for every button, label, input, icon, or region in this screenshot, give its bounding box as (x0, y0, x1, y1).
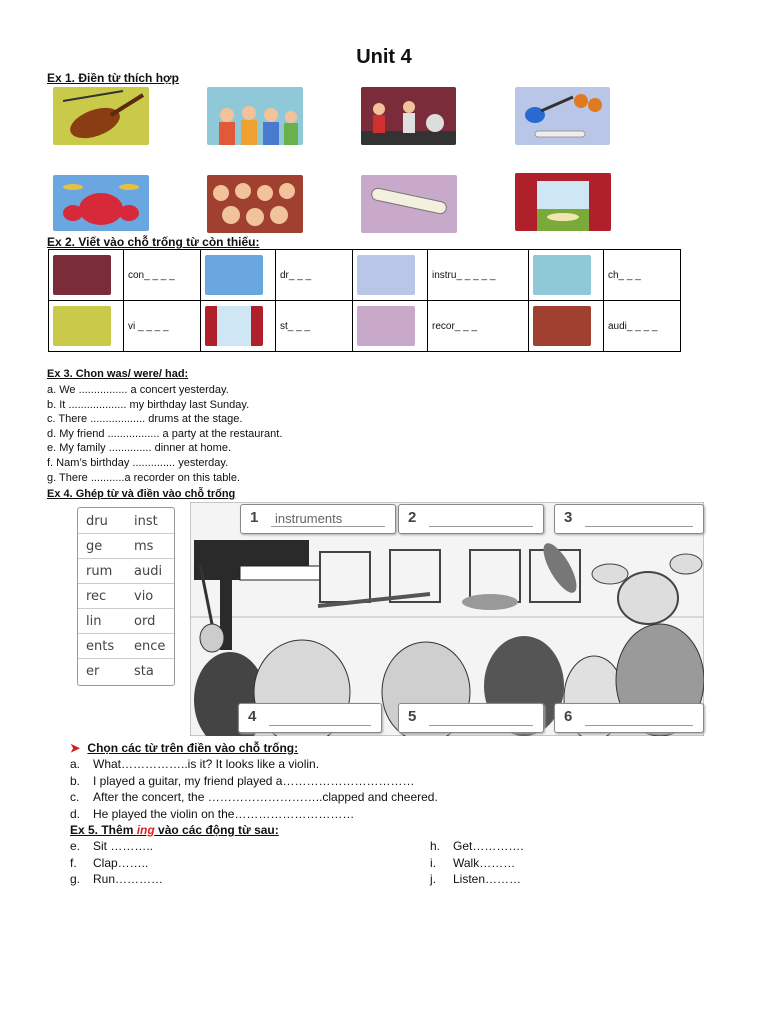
item-text: Run………… (93, 872, 164, 886)
answer-line (429, 526, 533, 527)
answer-line (271, 526, 385, 527)
table-cell (353, 301, 428, 352)
answer-line (429, 725, 533, 726)
item-text: Sit ……….. (93, 839, 154, 853)
answer-line (585, 725, 693, 726)
ex3-item: e. My family .............. dinner at home. (47, 442, 232, 455)
answer-number: 1 (250, 509, 259, 526)
syllable: inst (126, 511, 174, 534)
ex2-blank[interactable]: recor_ _ _ (428, 301, 529, 352)
syllable: ge (78, 536, 126, 559)
item-text: Clap…….. (93, 855, 149, 870)
item-label: b. (70, 773, 81, 788)
ex1-heading: Ex 1. Điền từ thích hợp (47, 71, 179, 85)
answer-number: 4 (248, 708, 257, 725)
ex3-list (47, 383, 282, 485)
table-cell (529, 301, 604, 352)
audience-cheering-picture (533, 255, 591, 295)
item-label: j. (430, 872, 436, 886)
stage-picture (515, 173, 611, 231)
violin-picture (53, 87, 149, 145)
ex3-item: b. It ................... my birthday last Sunday. (47, 398, 250, 411)
audience-crowd-picture (207, 175, 303, 233)
answer-number: 5 (408, 708, 417, 725)
syllable: lin (78, 611, 126, 634)
answer-box-4[interactable] (238, 703, 382, 733)
ex5-heading (70, 823, 279, 837)
ex2-blank[interactable]: st_ _ _ (276, 301, 353, 352)
item-text: He played the violin on the………………………… (93, 806, 355, 821)
item-text: Walk……… (453, 855, 516, 870)
syllable: vio (126, 586, 174, 609)
syllable: audi (126, 561, 174, 584)
table-row (49, 250, 681, 301)
instruments-picture (357, 255, 415, 295)
ex3-item: a. We ................ a concert yesterday. (47, 384, 229, 396)
answer-number: 2 (408, 509, 417, 526)
recorder-picture (357, 306, 415, 346)
table-cell (49, 250, 124, 301)
item-label: a. (70, 757, 81, 771)
syllable: rec (78, 586, 126, 609)
ex2-blank[interactable]: con_ _ _ _ (124, 250, 201, 301)
answer-box-2[interactable] (398, 504, 544, 534)
syllable: ence (126, 636, 174, 659)
answer-line (269, 725, 371, 726)
ex3-item: f. Nam’s birthday .............. yesterday. (47, 456, 229, 469)
table-cell (353, 250, 428, 301)
recorder-picture (361, 175, 457, 233)
table-cell (201, 250, 276, 301)
ex5-heading-pre: Ex 5. Thêm (70, 823, 137, 837)
ex2-blank[interactable]: audi_ _ _ _ (604, 301, 681, 352)
stage-picture (205, 306, 263, 346)
item-label: h. (430, 839, 441, 853)
ex3-item: c. There .................. drums at the stage. (47, 413, 243, 426)
ex3-heading: Ex 3. Chon was/ were/ had: (47, 368, 189, 380)
answer-box-3[interactable] (554, 504, 704, 534)
item-label: e. (70, 839, 81, 853)
instruments-picture (515, 87, 610, 145)
table-cell (49, 301, 124, 352)
audience-crowd-picture (533, 306, 591, 346)
ex2-table (48, 249, 681, 352)
concert-scene-illustration (190, 502, 704, 736)
syllable: dru (78, 511, 126, 534)
ex4-heading: Ex 4. Ghép từ và điền vào chỗ trống (47, 488, 236, 500)
band-concert-picture (53, 255, 111, 295)
syllable: ord (126, 611, 174, 634)
item-text: Listen……… (453, 872, 522, 886)
item-text: Get…………. (453, 839, 524, 853)
page-title: Unit 4 (356, 46, 412, 68)
ex2-blank[interactable]: vi _ _ _ _ (124, 301, 201, 352)
band-concert-picture (361, 87, 456, 145)
answer-number: 3 (564, 509, 573, 526)
item-label: d. (70, 806, 81, 821)
ex2-heading: Ex 2. Viết vào chỗ trống từ còn thiếu: (47, 235, 260, 249)
ex4-subheading: Chọn các từ trên điền vào chỗ trống: (87, 741, 299, 755)
item-text: I played a guitar, my friend played a…………………………… (93, 773, 415, 788)
ex2-blank[interactable]: instru_ _ _ _ _ (428, 250, 529, 301)
item-label: c. (70, 790, 80, 804)
ex4-subheading-row (70, 741, 298, 755)
item-label: i. (430, 855, 436, 870)
syllable: rum (78, 561, 126, 584)
drums-picture (205, 255, 263, 295)
answer-line (585, 526, 693, 527)
answer-number: 6 (564, 708, 573, 725)
item-text: After the concert, the ………………………..clapped and cheered. (93, 790, 438, 804)
syllable-box (77, 507, 175, 686)
ex3-item: d. My friend ................. a party at the restaurant. (47, 427, 283, 440)
ex5-heading-post: vào các động từ sau: (154, 823, 279, 837)
ex3-item: g. There ...........a recorder on this table. (47, 471, 241, 484)
syllable: sta (134, 664, 154, 679)
answer-box-1[interactable] (240, 504, 396, 534)
drums-picture (53, 175, 149, 231)
table-cell (529, 250, 604, 301)
syllable: ms (126, 536, 174, 559)
ex2-blank[interactable]: ch_ _ _ (604, 250, 681, 301)
item-label: g. (70, 872, 81, 886)
answer-word: instruments (275, 511, 343, 526)
ex2-blank[interactable]: dr_ _ _ (276, 250, 353, 301)
answer-box-5[interactable] (398, 703, 544, 733)
item-text: What……………..is it? It looks like a violin. (93, 757, 320, 771)
syllable: ents (78, 636, 126, 659)
syllable: er (86, 664, 100, 679)
table-cell (201, 301, 276, 352)
bullet-arrow-icon: ➤ (70, 741, 81, 755)
table-row (49, 301, 681, 352)
audience-cheering-picture (207, 87, 303, 145)
item-label: f. (70, 855, 77, 870)
answer-box-6[interactable] (554, 703, 704, 733)
violin-picture (53, 306, 111, 346)
ex5-heading-ing: ing (136, 823, 155, 837)
